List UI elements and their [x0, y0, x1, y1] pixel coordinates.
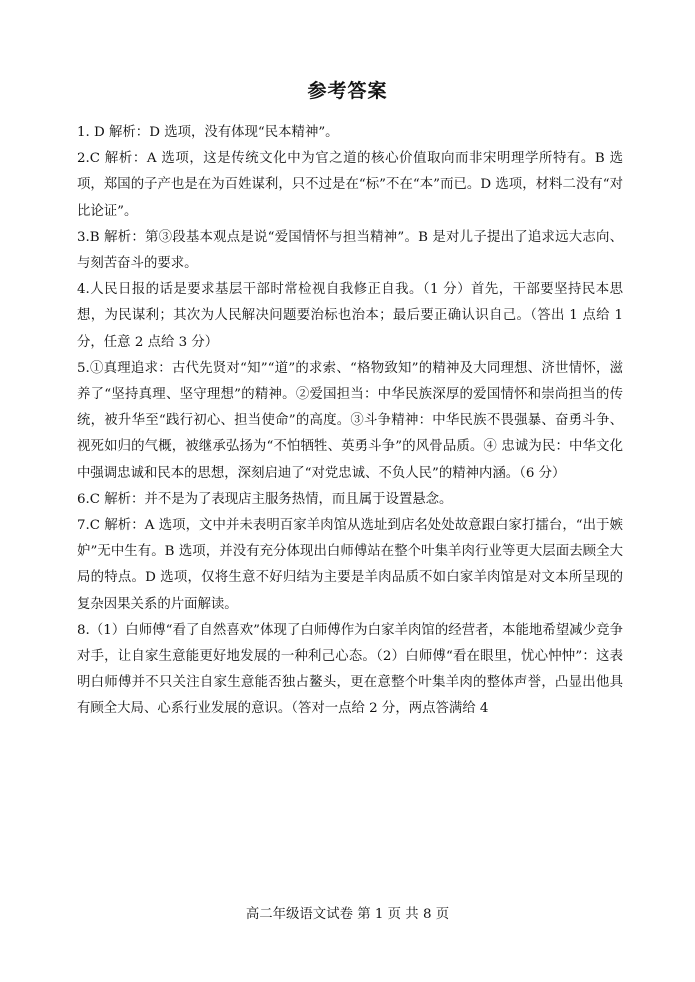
answer-5: 5.①真理追求：古代先贤对“知”“道”的求索、“格物致知”的精神及大同理想、济世情怀，滋养了“坚持真理、坚守理想”的精神。②爱国担当：中华民族深厚的爱国情怀和崇尚担当的传统，被升华至“践行初心、担当使命”的高度。③斗争精神：中华民族不畏强暴、奋勇斗争、视死如归的气概，被继承弘扬为“不怕牺牲、英勇斗争”的风骨品质。④ 忠诚为民：中华文化中强调忠诚和民本的思想，深刻启迪了“对党忠诚、不负人民”的精神内涵。（6 分） [77, 360, 623, 481]
answer-7: 7.C 解析：A 选项，文中并未表明百家羊肉馆从选址到店名处处故意跟白家打擂台，“出于嫉妒”无中生有。B 选项，并没有充分体现出白师傅站在整个叶集羊肉行业等更大层面去顾全大局的特点。D 选项，仅将生意不好归结为主要是羊肉品质不如白家羊肉馆是对文本所呈现的复杂因果关系的片面解读。 [77, 518, 623, 612]
answer-4: 4.人民日报的话是要求基层干部时常检视自我修正自我。（1 分）首先，干部要坚持民本思想，为民谋利；其次为人民解决问题要治标也治本；最后要正确认识自己。（答出 1 点给 1 分，任意 2 点给 3 分） [77, 282, 623, 350]
answer-1: 1. D 解析：D 选项，没有体现“民本精神”。 [77, 125, 339, 140]
answer-content [77, 120, 623, 723]
answer-3: 3.B 解析：第③段基本观点是说“爱国情怀与担当精神”。B 是对儿子提出了追求远大志向、与刻苦奋斗的要求。 [77, 229, 623, 272]
page-title: 参考答案 [307, 80, 388, 102]
answer-8: 8.（1）白师傅“看了自然喜欢”体现了白师傅作为白家羊肉馆的经营者，本能地希望减少竞争对手，让自家生意能更好地发展的一种利己心态。（2）白师傅“看在眼里，忧心忡忡”：这表明白师傅并不只关注自家生意能否独占鳌头，更在意整个叶集羊肉的整体声誉，凸显出他具有顾全大局、心系行业发展的意识。（答对一点给 2 分，两点答满给 4 [77, 622, 623, 717]
answer-6: 6.C 解析：并不是为了表现店主服务热情，而且属于设置悬念。 [77, 491, 453, 507]
page-footer: 高二年级语文试卷 第 1 页 共 8 页 [245, 907, 450, 922]
answer-2: 2.C 解析：A 选项，这是传统文化中为官之道的核心价值取向而非宋明理学所特有。B 选项，郑国的子产也是在为百姓谋利，只不过是在“标”不在“本”而已。D 选项，材料二没有“对比论证”。 [77, 151, 623, 219]
